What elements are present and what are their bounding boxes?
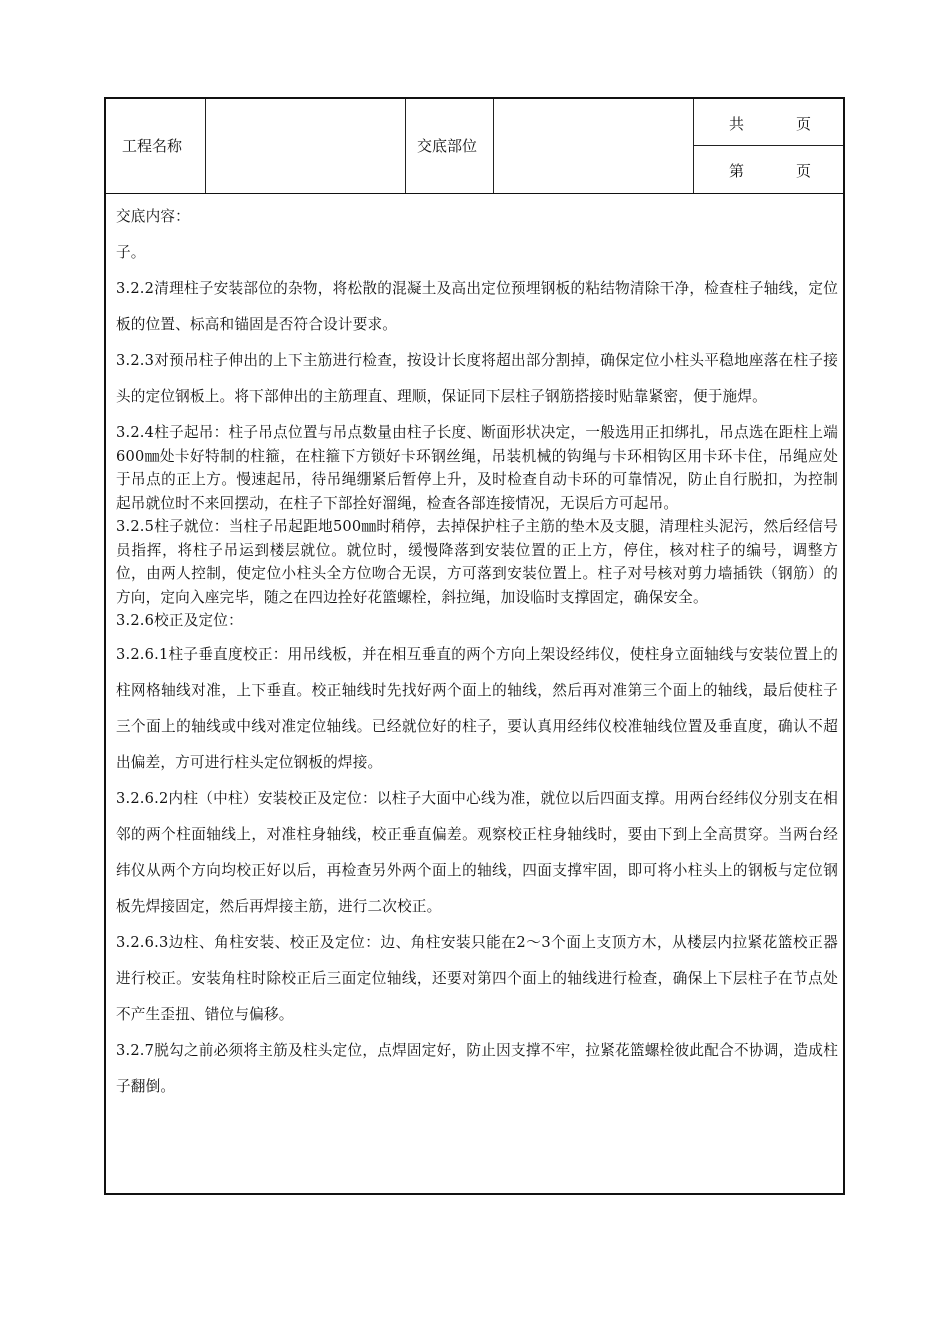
paragraph: 3.2.5柱子就位：当柱子吊起距地500㎜时稍停，去掉保护柱子主筋的垫木及支腿，清理柱头泥污，然后经信号员指挥，将柱子吊运到楼层就位。就位时，缓慢降落到安装位置的正上方，停住，核对柱子的编号，调整方位，由两人控制，使定位小柱头全方位吻合无误，方可落到安装位置上。柱子对号核对剪力墙插铁（钢筋）的方向，定向入座完毕，随之在四边拴好花篮螺栓，斜拉绳，加设临时支撑固定，确保安全。: [116, 518, 838, 606]
form-header: [106, 99, 843, 194]
page-number-suffix: 页: [796, 162, 812, 180]
paragraph: 3.2.7脱勾之前必须将主筋及柱头定位，点焊固定好，防止因支撑不牢，拉紧花篮螺栓彼此配合不协调，造成柱子翻倒。: [116, 1041, 838, 1095]
paragraph: 3.2.3对预吊柱子伸出的上下主筋进行检查，按设计长度将超出部分割掉，确保定位小柱头平稳地座落在柱子接头的定位钢板上。将下部伸出的主筋理直、理顺，保证同下层柱子钢筋搭接时贴靠紧密，便于施焊。: [116, 352, 838, 405]
content-heading: 交底内容：: [116, 208, 190, 225]
header-divider: [693, 99, 694, 193]
header-divider: [205, 99, 206, 193]
handover-location-label: 交底部位: [417, 137, 478, 155]
content-body: [116, 199, 838, 1105]
paragraph: 3.2.6.1柱子垂直度校正：用吊线板，并在相互垂直的两个方向上架设经纬仪，使柱身立面轴线与安装位置上的柱网格轴线对准，上下垂直。校正轴线时先找好两个面上的轴线，然后再对准第三个面上的轴线，最后使柱子三个面上的轴线或中线对准定位轴线。已经就位好的柱子，要认真用经纬仪校准轴线位置及垂直度，确认不超出偏差，方可进行柱头定位钢板的焊接。: [116, 645, 838, 771]
paragraph: 子。: [116, 244, 146, 261]
total-pages-prefix: 共: [729, 115, 745, 133]
project-name-label: 工程名称: [122, 137, 183, 155]
header-divider: [405, 99, 406, 193]
header-divider: [693, 145, 843, 146]
paragraph: 3.2.4柱子起吊：柱子吊点位置与吊点数量由柱子长度、断面形状决定，一般选用正扣绑扎，吊点选在距柱上端600㎜处卡好特制的柱箍，在柱箍下方锁好卡环钢丝绳，吊装机械的钩绳与卡环相钩区用卡环卡住，吊绳应处于吊点的正上方。慢速起吊，待吊绳绷紧后暂停上升，及时检查自动卡环的可靠情况，防止自行脱扣，为控制起吊就位时不来回摆动，在柱子下部拴好溜绳，检查各部连接情况，无误后方可起吊。: [116, 424, 838, 512]
total-pages-suffix: 页: [796, 115, 812, 133]
header-divider: [493, 99, 494, 193]
handover-form: [104, 97, 845, 1195]
page-number-prefix: 第: [729, 162, 745, 180]
paragraph: 3.2.6.3边柱、角柱安装、校正及定位：边、角柱安装只能在2～3个面上支顶方木，从楼层内拉紧花篮校正器进行校正。安装角柱时除校正后三面定位轴线，还要对第四个面上的轴线进行检查，确保上下层柱子在节点处不产生歪扭、错位与偏移。: [116, 933, 838, 1023]
paragraph: 3.2.6校正及定位：: [116, 612, 243, 629]
paragraph: 3.2.6.2内柱（中柱）安装校正及定位：以柱子大面中心线为准，就位以后四面支撑。用两台经纬仪分别支在相邻的两个柱面轴线上，对准柱身轴线，校正垂直偏差。观察校正柱身轴线时，要由下到上全高贯穿。当两台经纬仪从两个方向均校正好以后，再检查另外两个面上的轴线，四面支撑牢固，即可将小柱头上的钢板与定位钢板先焊接固定，然后再焊接主筋，进行二次校正。: [116, 789, 838, 915]
paragraph: 3.2.2清理柱子安装部位的杂物，将松散的混凝土及高出定位预埋钢板的粘结物清除干净，检查柱子轴线，定位板的位置、标高和锚固是否符合设计要求。: [116, 280, 838, 333]
